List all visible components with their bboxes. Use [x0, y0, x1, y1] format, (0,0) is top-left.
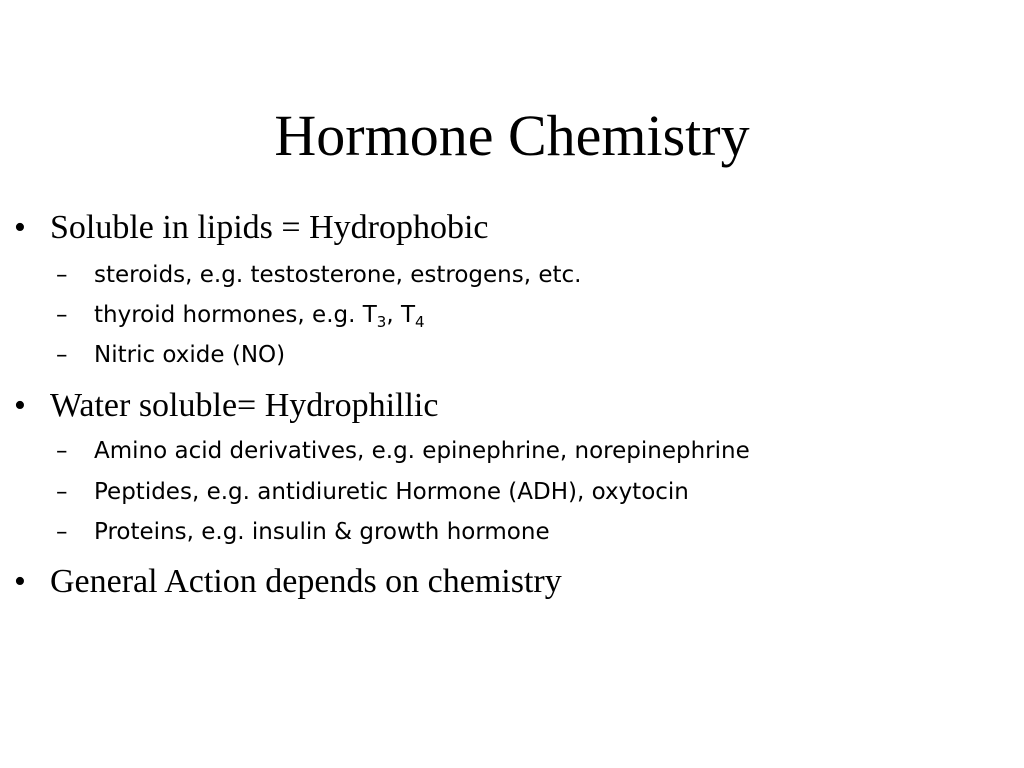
dash-icon: – [56, 262, 68, 288]
sub-item-thyroid [56, 300, 425, 330]
subscript-4: 4 [415, 313, 425, 331]
sub-item-peptides [56, 477, 689, 507]
bullet-item-water-soluble [14, 386, 438, 426]
bullet-item-lipid-soluble [14, 208, 489, 248]
sub-item-proteins [56, 517, 550, 547]
slide-title: Hormone Chemistry [274, 103, 750, 168]
dash-icon: – [56, 302, 68, 328]
bullet-icon: • [14, 563, 26, 600]
bullet-item-general-action [14, 562, 562, 602]
sub-item-text: Peptides, e.g. antidiuretic Hormone (ADH), oxytocin [94, 479, 689, 505]
sub-item-text: Amino acid derivatives, e.g. epinephrine, norepinephrine [94, 438, 750, 464]
sub-item-text-mid: , T [386, 302, 415, 328]
bullet-text: Water soluble= Hydrophillic [50, 387, 439, 424]
sub-item-text: thyroid hormones, e.g. T [94, 302, 377, 328]
sub-item-text: steroids, e.g. testosterone, estrogens, etc. [94, 262, 582, 288]
bullet-icon: • [14, 209, 26, 246]
dash-icon: – [56, 342, 68, 368]
bullet-text: Soluble in lipids = Hydrophobic [50, 209, 489, 246]
sub-item-amino-acid [56, 436, 750, 466]
bullet-icon: • [14, 387, 26, 424]
dash-icon: – [56, 519, 68, 545]
dash-icon: – [56, 479, 68, 505]
sub-item-steroids [56, 260, 581, 290]
bullet-text: General Action depends on chemistry [50, 563, 562, 600]
sub-item-nitric-oxide [56, 340, 285, 370]
subscript-3: 3 [376, 313, 387, 331]
dash-icon: – [56, 438, 68, 464]
sub-item-text: Nitric oxide (NO) [94, 342, 286, 368]
sub-item-text: Proteins, e.g. insulin & growth hormone [94, 519, 550, 545]
